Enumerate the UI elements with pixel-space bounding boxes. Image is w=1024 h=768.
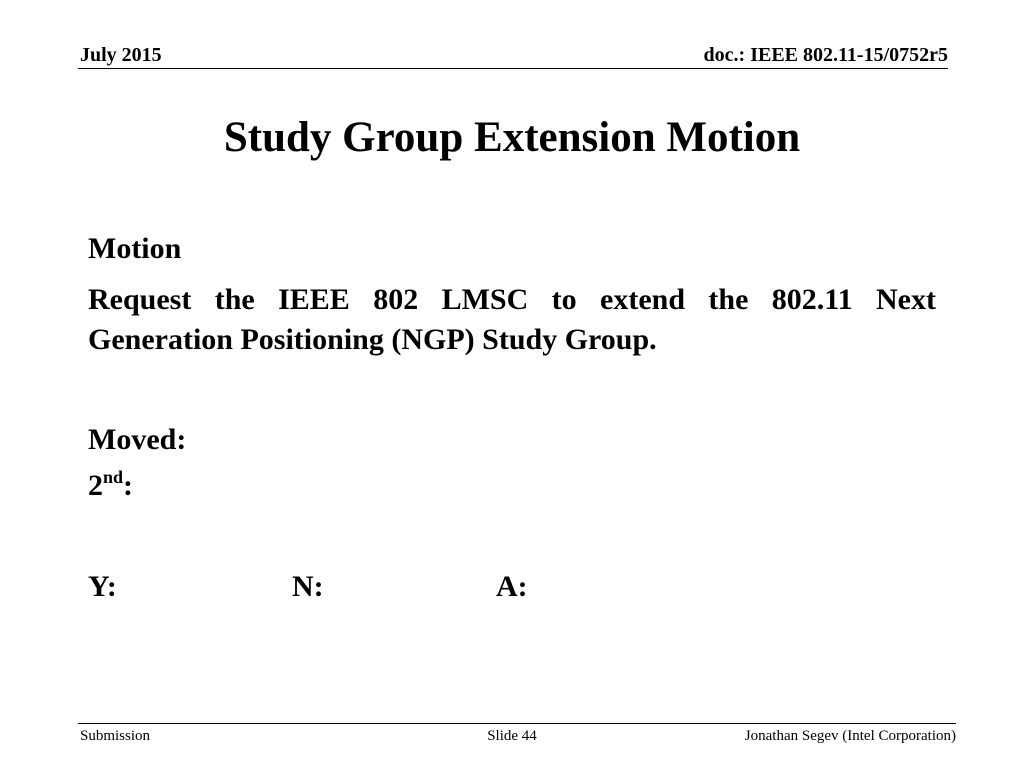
second-colon: : xyxy=(123,469,134,502)
vote-abstain-label: A: xyxy=(496,570,528,603)
slide-title: Study Group Extension Motion xyxy=(223,114,801,161)
second-superscript: nd xyxy=(103,467,124,487)
header-doc-id: doc.: IEEE 802.11-15/0752r5 xyxy=(703,44,948,66)
header-date: July 2015 xyxy=(80,44,162,66)
moved-label: Moved: xyxy=(88,423,187,456)
footer-submission: Submission xyxy=(80,728,151,744)
second-line xyxy=(88,466,936,506)
vote-yes-label: Y: xyxy=(88,570,117,603)
header-divider xyxy=(78,68,948,69)
motion-heading: Motion xyxy=(88,232,182,265)
motion-text: Request the IEEE 802 LMSC to extend the 802.11 Next Generation Positioning (NGP) Study Group. xyxy=(88,283,936,356)
footer-slide-number: Slide 44 xyxy=(487,728,537,744)
second-label: 2 xyxy=(88,469,103,502)
vote-no-label: N: xyxy=(292,570,324,603)
footer-divider xyxy=(78,723,956,724)
footer-author: Jonathan Segev (Intel Corporation) xyxy=(744,728,956,744)
